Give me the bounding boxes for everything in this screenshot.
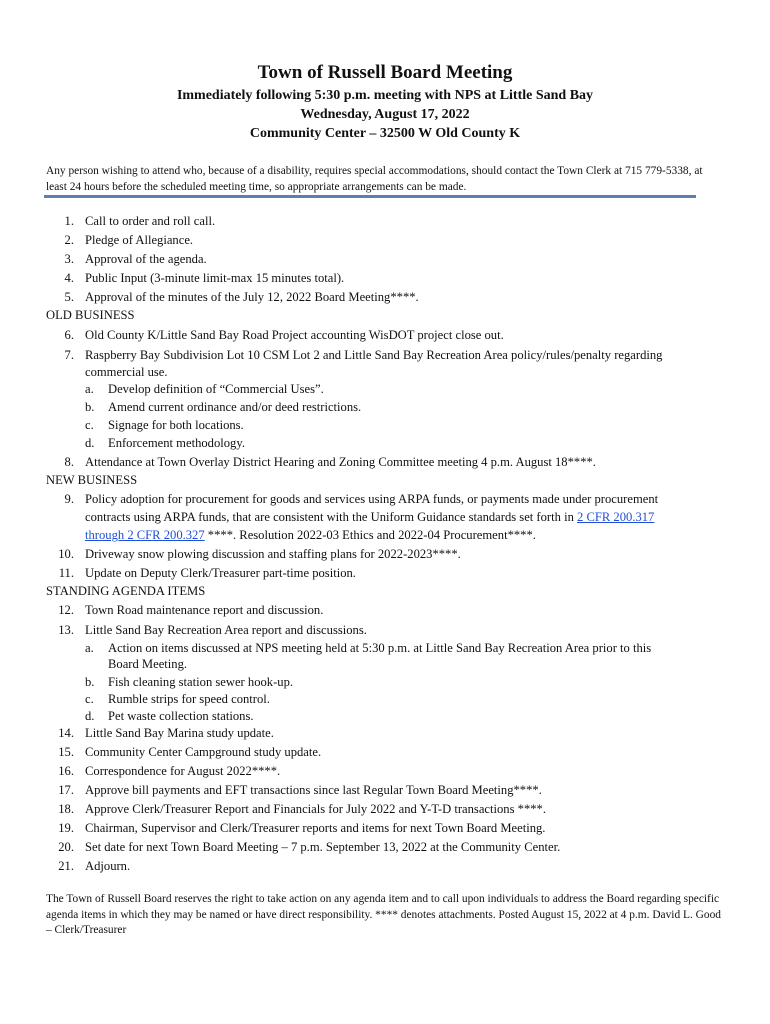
item-text: contracts using ARPA funds, that are consistent with the Uniform Guidance standards set forth in (85, 510, 574, 524)
item-number: 20. (58, 840, 74, 854)
item-text: Little Sand Bay Recreation Area report and discussions. (85, 623, 367, 637)
item-number: 2. (64, 233, 74, 247)
item-text: Little Sand Bay Marina study update. (85, 726, 274, 740)
subitem-text: Enforcement methodology. (108, 436, 245, 450)
subitem-text: Amend current ordinance and/or deed restrictions. (108, 400, 362, 414)
subitem-letter: b. (85, 675, 95, 689)
subitem-text: Develop definition of “Commercial Uses”. (108, 382, 324, 396)
item-number: 4. (64, 271, 74, 285)
item-number: 21. (58, 859, 74, 873)
item-text: Approve bill payments and EFT transactions since last Regular Town Board Meeting****. (85, 783, 542, 797)
item-text: Approve Clerk/Treasurer Report and Financials for July 2022 and Y-T-D transactions ****. (85, 802, 546, 816)
item-text: Old County K/Little Sand Bay Road Project accounting WisDOT project close out. (85, 328, 504, 342)
item-number: 19. (58, 821, 74, 835)
item-number: 14. (58, 726, 74, 740)
footer-note: The Town of Russell Board reserves the right to take action on any agenda item and to call upon individuals to address the Board regarding specific agenda items in which they may be named or have direct responsibility. **** denotes attachments. Posted August 15, 2022 at 4 p.m. David L. Good – Clerk/Treasurer (46, 893, 721, 936)
item-text: Call to order and roll call. (85, 214, 216, 228)
subitem-letter: c. (85, 418, 94, 432)
item-number: 18. (58, 802, 74, 816)
item-number: 13. (58, 623, 74, 637)
item-number: 8. (64, 455, 74, 469)
section-heading-old-business: OLD BUSINESS (46, 308, 135, 322)
item-text: Raspberry Bay Subdivision Lot 10 CSM Lot 2 and Little Sand Bay Recreation Area policy/rules/penalty regarding (85, 348, 663, 362)
item-text: ****. Resolution 2022-03 Ethics and 2022-04 Procurement****. (204, 528, 536, 542)
item-text: Update on Deputy Clerk/Treasurer part-time position. (85, 566, 356, 580)
item-number: 1. (64, 214, 74, 228)
item-number: 5. (64, 290, 74, 304)
item-number: 17. (58, 783, 74, 797)
item-text: Community Center Campground study update. (85, 745, 322, 759)
item-text: Approval of the agenda. (85, 252, 207, 266)
meeting-note: Immediately following 5:30 p.m. meeting with NPS at Little Sand Bay (176, 88, 594, 103)
subitem-text: Signage for both locations. (108, 418, 244, 432)
item-text: Policy adoption for procurement for goods and services using ARPA funds, or payments made under procurement (85, 492, 659, 506)
document-title: Town of Russell Board Meeting (257, 62, 513, 83)
item-number: 15. (58, 745, 74, 759)
subitem-letter: a. (85, 641, 94, 655)
item-text: Driveway snow plowing discussion and staffing plans for 2022-2023****. (85, 547, 461, 561)
subitem-letter: d. (85, 436, 95, 450)
subitem-text: Action on items discussed at NPS meeting held at 5:30 p.m. at Little Sand Bay Recreation Area prior to this (108, 641, 652, 655)
item-text: Chairman, Supervisor and Clerk/Treasurer reports and items for next Town Board Meeting. (85, 821, 546, 835)
subitem-letter: b. (85, 400, 95, 414)
subitem-letter: d. (85, 709, 95, 723)
item-number: 7. (64, 348, 74, 362)
section-heading-new-business: NEW BUSINESS (46, 473, 138, 487)
item-number: 16. (58, 764, 74, 778)
item-text: commercial use. (85, 365, 168, 379)
item-number: 11. (58, 566, 74, 580)
item-text: Pledge of Allegiance. (85, 233, 194, 247)
meeting-date: Wednesday, August 17, 2022 (300, 107, 470, 122)
subitem-text: Fish cleaning station sewer hook-up. (108, 675, 294, 689)
subitem-letter: a. (85, 382, 94, 396)
meeting-location: Community Center – 32500 W Old County K (249, 126, 521, 141)
item-number: 12. (58, 603, 74, 617)
accessibility-notice: Any person wishing to attend who, because of a disability, requires special accommodations, should contact the Town Clerk at 715 779-5338, at least 24 hours before the scheduled meeting time, so appropriate arrangements can be made. (46, 165, 703, 193)
cfr-link[interactable]: 2 CFR 200.317 (577, 510, 655, 524)
item-number: 3. (64, 252, 74, 266)
item-number: 9. (64, 492, 74, 506)
item-text: Adjourn. (85, 859, 131, 873)
divider-rule (44, 195, 696, 198)
item-text: Attendance at Town Overlay District Hearing and Zoning Committee meeting 4 p.m. August 18****. (85, 455, 596, 469)
subitem-text: Board Meeting. (108, 657, 188, 671)
item-text: Town Road maintenance report and discussion. (85, 603, 324, 617)
item-text: Public Input (3-minute limit-max 15 minutes total). (85, 271, 345, 285)
subitem-text: Rumble strips for speed control. (108, 692, 270, 706)
item-text: Set date for next Town Board Meeting – 7 p.m. September 13, 2022 at the Community Center. (85, 840, 561, 854)
item-text: Correspondence for August 2022****. (85, 764, 281, 778)
item-number: 6. (64, 328, 74, 342)
cfr-link-range[interactable]: through 2 CFR 200.327 (85, 528, 205, 542)
item-number: 10. (58, 547, 74, 561)
section-heading-standing-items: STANDING AGENDA ITEMS (46, 584, 206, 598)
item-text: Approval of the minutes of the July 12, 2022 Board Meeting****. (85, 290, 419, 304)
subitem-text: Pet waste collection stations. (108, 709, 254, 723)
subitem-letter: c. (85, 692, 94, 706)
